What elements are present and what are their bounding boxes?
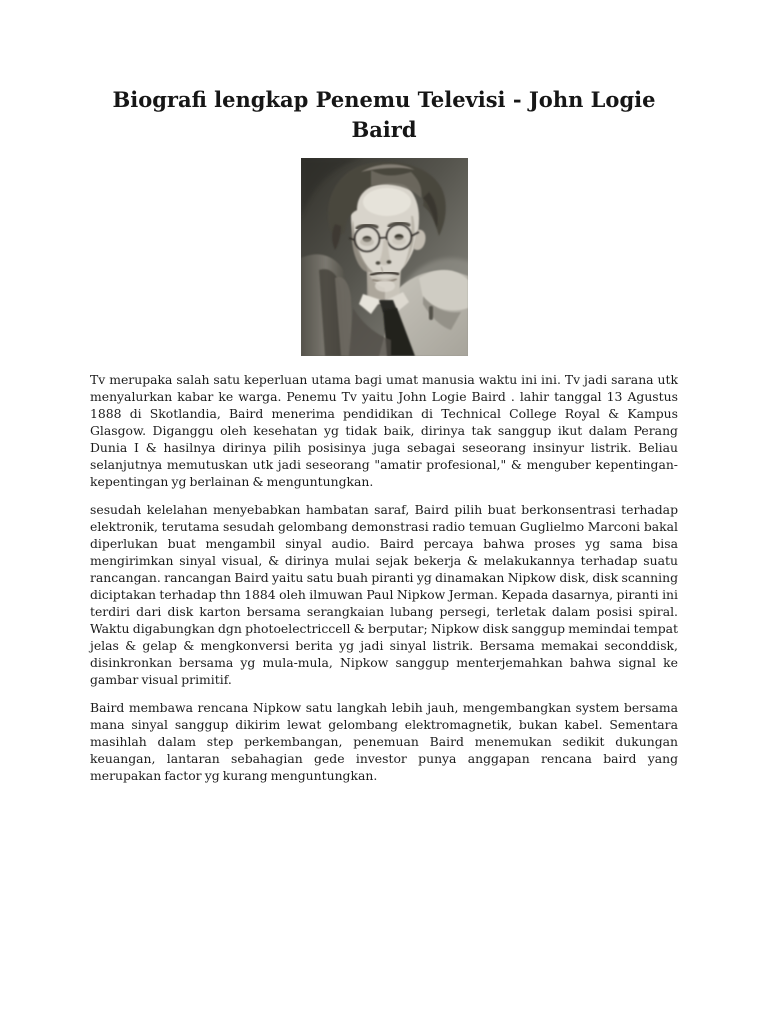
article-body	[90, 371, 678, 784]
portrait-photo	[301, 158, 468, 356]
paragraph-3: Baird membawa rencana Nipkow satu langkah lebih jauh, mengembangkan system bersama mana sinyal sanggup dikirim lewat gelombang elektromagnetik, bukan kabel. Sementara masihlah dalam step perkembangan, penemuan Baird menemukan sedikit dukungan keuangan, lantaran sebahagian gede investor punya anggapan rencana baird yang merupakan factor yg kurang menguntungkan.	[90, 700, 678, 783]
document-title: Biografi lengkap Penemu Televisi - John Logie Baird	[112, 87, 656, 142]
john-logie-baird-portrait-image	[301, 158, 468, 356]
paragraph-1: Tv merupaka salah satu keperluan utama bagi umat manusia waktu ini ini. Tv jadi sarana utk menyalurkan kabar ke warga. Penemu Tv yaitu John Logie Baird . lahir tanggal 13 Agustus 1888 di Skotlandia, Baird menerima pendidikan di Technical College Royal & Kampus Glasgow. Diganggu oleh kesehatan yg tidak baik, dirinya tak sanggup ikut dalam Perang Dunia I & hasilnya dirinya pilih posisinya juga sebagai seseorang insinyur listrik. Beliau selanjutnya memutuskan utk jadi seseorang "amatir profesional," & menguber kepentingan-kepentingan yg berlainan & menguntungkan.	[90, 372, 678, 489]
paragraph-2: sesudah kelelahan menyebabkan hambatan saraf, Baird pilih buat berkonsentrasi terhadap elektronik, terutama sesudah gelombang demonstrasi radio temuan Guglielmo Marconi bakal diperlukan buat mengambil sinyal audio. Baird percaya bahwa proses yg sama bisa mengirimkan sinyal visual, & dirinya mulai sejak bekerja & melakukannya terhadap suatu rancangan. rancangan Baird yaitu satu buah piranti yg dinamakan Nipkow disk, disk scanning diciptakan terhadap thn 1884 oleh ilmuwan Paul Nipkow Jerman. Kepada dasarnya, piranti ini terdiri dari disk karton bersama serangkaian lubang persegi, terletak dalam posisi spiral. Waktu digabungkan dgn photoelectriccell & berputar; Nipkow disk sanggup memindai tempat jelas & gelap & mengkonversi berita yg jadi sinyal listrik. Bersama memakai seconddisk, disinkronkan bersama yg mula-mula, Nipkow sanggup menterjemahkan bahwa signal ke gambar visual primitif.	[90, 502, 678, 687]
